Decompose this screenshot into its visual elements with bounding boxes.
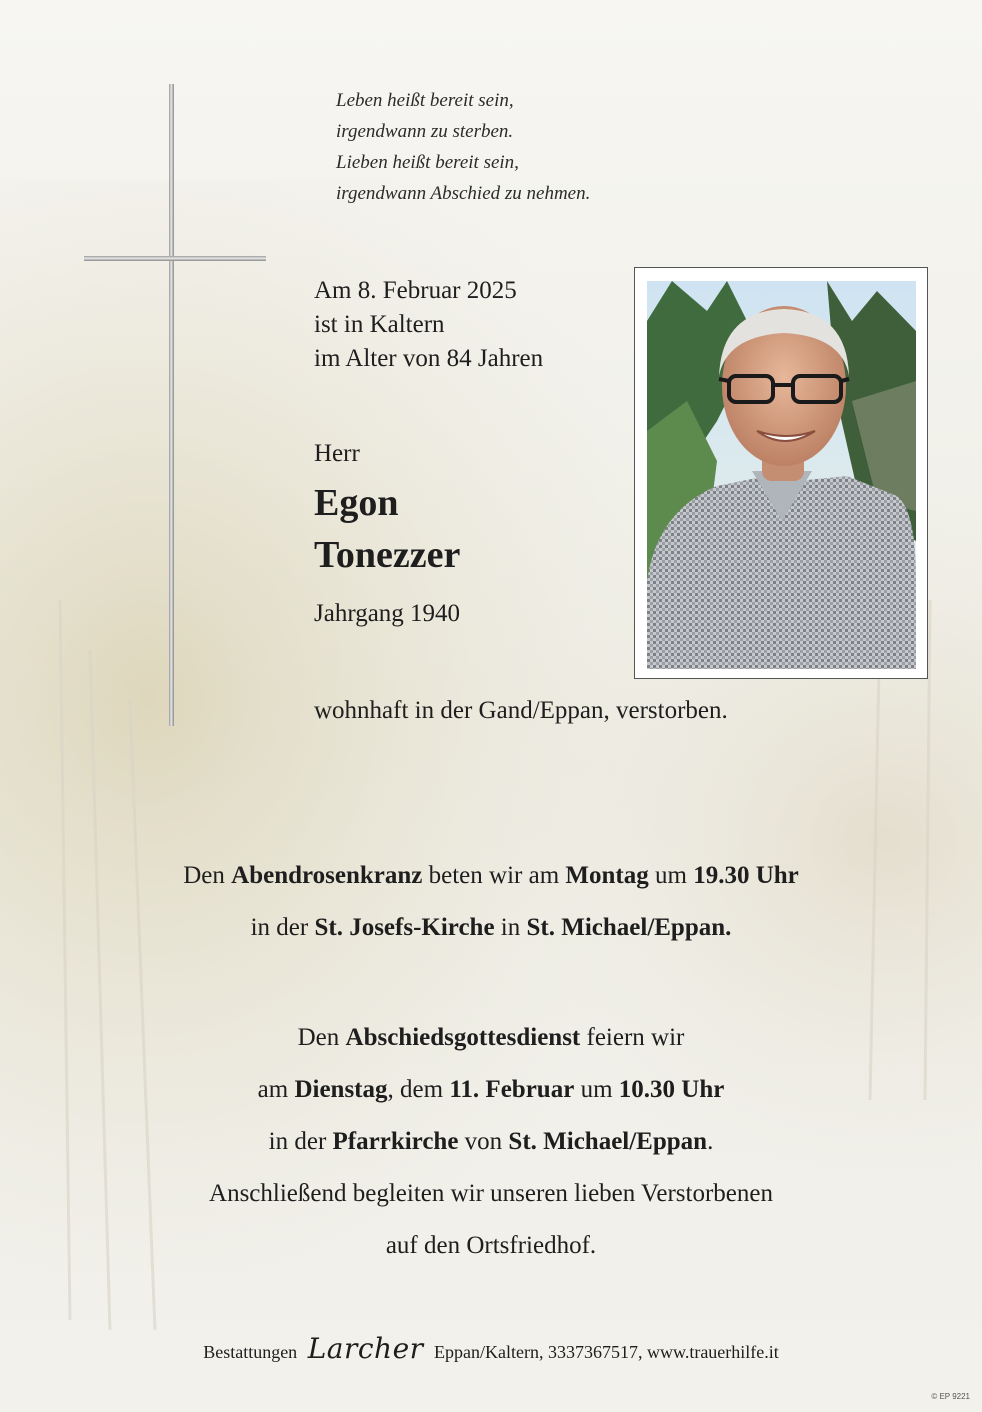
text-bold: Abendrosenkranz — [231, 862, 423, 889]
text: . — [707, 1128, 714, 1155]
intro-line: im Alter von 84 Jahren — [314, 345, 544, 372]
mass-line-1 — [0, 1012, 982, 1064]
text-bold: St. Michael/Eppan. — [526, 914, 732, 941]
text-bold: 10.30 Uhr — [618, 1076, 725, 1103]
salutation: Herr — [314, 440, 360, 467]
footer-prefix: Bestattungen — [203, 1342, 298, 1362]
text: Den — [297, 1024, 346, 1051]
text: von — [458, 1128, 509, 1155]
rosary-announcement — [0, 850, 982, 954]
funeral-mass-announcement — [0, 1012, 982, 1272]
text: Den — [183, 862, 232, 889]
mass-line-3 — [0, 1116, 982, 1168]
text: in — [494, 914, 527, 941]
document-code: © EP 9221 — [931, 1392, 970, 1401]
text: beten wir am — [422, 862, 566, 889]
text: in der — [268, 1128, 333, 1155]
intro-line: ist in Kaltern — [314, 311, 445, 338]
cross-icon — [169, 84, 174, 726]
intro-line: Am 8. Februar 2025 — [314, 277, 517, 304]
first-name: Egon — [314, 482, 399, 524]
text-bold: 11. Februar — [449, 1076, 575, 1103]
death-notice-intro — [314, 274, 543, 376]
rosary-line-1 — [0, 850, 982, 902]
text-bold: Dienstag — [294, 1076, 388, 1103]
text: in der — [250, 914, 315, 941]
text: feiern wir — [580, 1024, 685, 1051]
mass-line-2 — [0, 1064, 982, 1116]
text-bold: 19.30 Uhr — [693, 862, 799, 889]
residence: wohnhaft in der Gand/Eppan, verstorben. — [314, 697, 728, 724]
text: um — [648, 862, 694, 889]
quote-line: irgendwann Abschied zu nehmen. — [336, 183, 591, 204]
portrait-photo — [647, 281, 916, 669]
mass-line-4: Anschließend begleiten wir unseren lieben Verstorbenen — [209, 1180, 773, 1207]
deceased-name — [314, 477, 460, 581]
birth-year: Jahrgang 1940 — [314, 600, 461, 627]
quote — [336, 85, 590, 209]
text: , dem — [387, 1076, 450, 1103]
quote-line: Leben heißt bereit sein, — [336, 90, 514, 111]
funeral-home-footer — [0, 1332, 982, 1365]
quote-line: Lieben heißt bereit sein, — [336, 152, 519, 173]
footer-contact: Eppan/Kaltern, 3337367517, www.trauerhilfe.it — [434, 1342, 779, 1362]
rosary-line-2 — [0, 902, 982, 954]
text: um — [574, 1076, 619, 1103]
quote-line: irgendwann zu sterben. — [336, 121, 514, 142]
text-bold: Pfarrkirche — [332, 1128, 459, 1155]
text-bold: St. Michael/Eppan — [508, 1128, 708, 1155]
funeral-home-logo: Larcher — [307, 1332, 424, 1365]
text-bold: Abschiedsgottesdienst — [345, 1024, 581, 1051]
cross-icon-bar — [84, 256, 266, 261]
text: am — [257, 1076, 295, 1103]
last-name: Tonezzer — [314, 534, 461, 576]
mass-line-5: auf den Ortsfriedhof. — [385, 1232, 597, 1259]
text-bold: St. Josefs-Kirche — [314, 914, 495, 941]
text-bold: Montag — [565, 862, 649, 889]
